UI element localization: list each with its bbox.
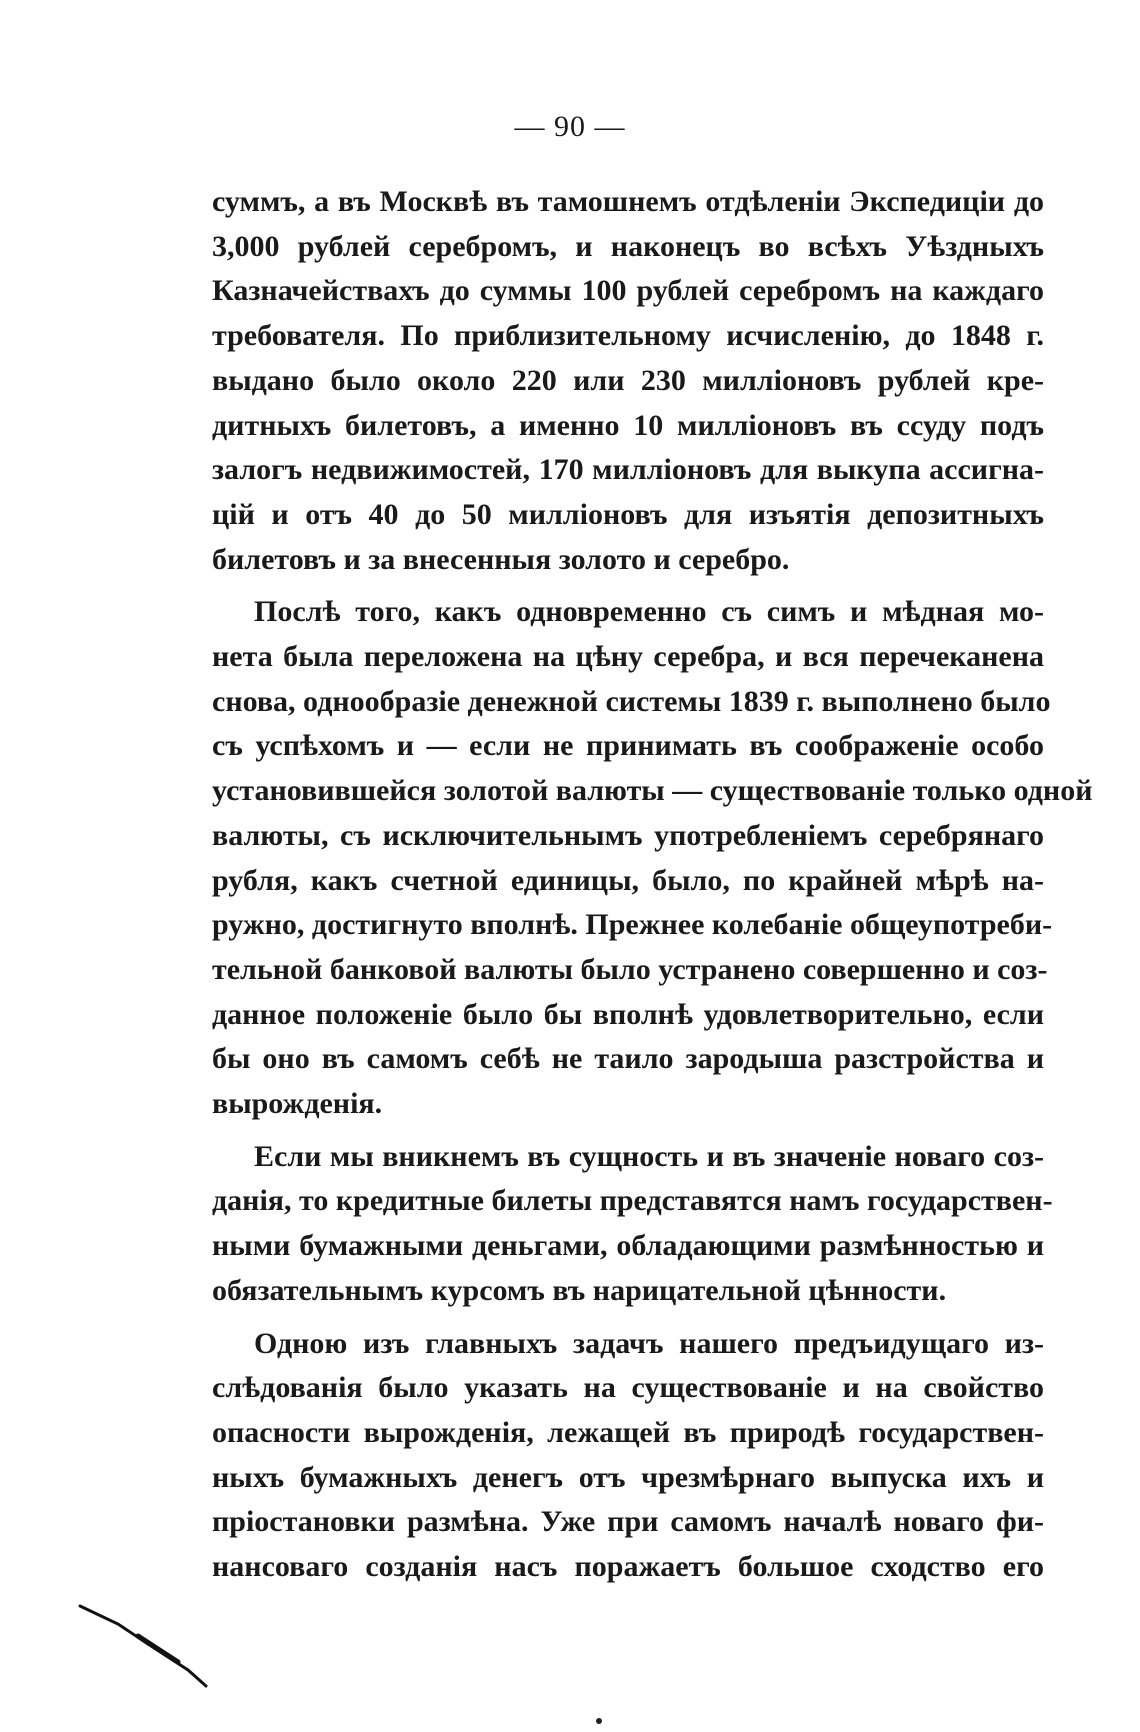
text-line: залогъ недвижимостей, 170 милліоновъ для выкупа ассигна-	[212, 453, 1044, 487]
text-line: ными бумажными деньгами, обладающими размѣнностью и	[212, 1229, 1044, 1263]
text-line: требователя. По приблизительному исчисленію, до 1848 г.	[212, 319, 1044, 353]
text-line: Послѣ того, какъ одновременно съ симъ и мѣдная мо-	[254, 595, 1044, 629]
text-line: 3,000 рублей серебромъ, и наконецъ во всѣхъ Уѣздныхъ	[212, 229, 1044, 263]
text-line: тельной банковой валюты было устранено совершенно и соз-	[212, 952, 1048, 986]
text-line: дитныхъ билетовъ, а именно 10 милліоновъ въ ссуду подъ	[212, 408, 1044, 442]
text-line: съ успѣхомъ и — если не принимать въ соображеніе особо	[212, 729, 1044, 763]
text-line: выдано было около 220 или 230 милліоновъ рублей кре-	[212, 363, 1044, 397]
text-line: валюты, съ исключительнымъ употребленіемъ серебрянаго	[212, 818, 1044, 852]
text-line: суммъ, а въ Москвѣ въ тамошнемъ отдѣленіи Экспедиціи до	[212, 185, 1044, 218]
text-line: вырожденія.	[212, 1087, 383, 1121]
text-line: слѣдованія было указать на существованіе и на свойство	[212, 1371, 1044, 1405]
text-line: опасности вырожденія, лежащей въ природѣ государствен-	[212, 1415, 1044, 1449]
text-line: бы оно въ самомъ себѣ не таило зародыша разстройства и	[212, 1042, 1044, 1076]
text-line: ныхъ бумажныхъ денегъ отъ чрезмѣрнаго выпуска ихъ и	[212, 1460, 1044, 1494]
text-line: установившейся золотой валюты — существованіе только одной	[212, 774, 1093, 808]
text-line: снова, однообразіе денежной системы 1839 г. выполнено было	[212, 684, 1051, 718]
text-line: билетовъ и за внесенныя золото и серебро.	[212, 542, 790, 576]
text-line: данія, то кредитные билеты представятся намъ государствен-	[212, 1184, 1053, 1218]
scan-dot	[596, 1718, 602, 1724]
text-line: нета была переложена на цѣну серебра, и вся перечеканена	[212, 640, 1044, 674]
text-line: Казначействахъ до суммы 100 рублей серебромъ на каждаго	[212, 274, 1044, 308]
scan-stroke-mark	[78, 1600, 238, 1700]
text-line: обязательнымъ курсомъ въ нарицательной цѣнности.	[212, 1273, 947, 1307]
body-text	[212, 180, 1093, 1590]
text-line: цій и отъ 40 до 50 милліоновъ для изъятія депозитныхъ	[212, 497, 1044, 531]
text-line: Одною изъ главныхъ задачъ нашего предъидущаго из-	[254, 1326, 1044, 1360]
text-line: нансоваго созданія насъ поражаетъ большое сходство его	[212, 1550, 1044, 1584]
text-line: рубля, какъ счетной единицы, было, по крайней мѣрѣ на-	[212, 863, 1044, 897]
text-line: Если мы вникнемъ въ сущность и въ значеніе новаго соз-	[254, 1139, 1044, 1173]
text-line: данное положеніе было бы вполнѣ удовлетворительно, если	[212, 997, 1044, 1031]
text-line: ружно, достигнуто вполнѣ. Прежнее колебаніе общеупотреби-	[212, 908, 1053, 942]
text-line: пріостановки размѣна. Уже при самомъ началѣ новаго фи-	[212, 1505, 1044, 1539]
page-number: — 90 —	[514, 110, 626, 143]
